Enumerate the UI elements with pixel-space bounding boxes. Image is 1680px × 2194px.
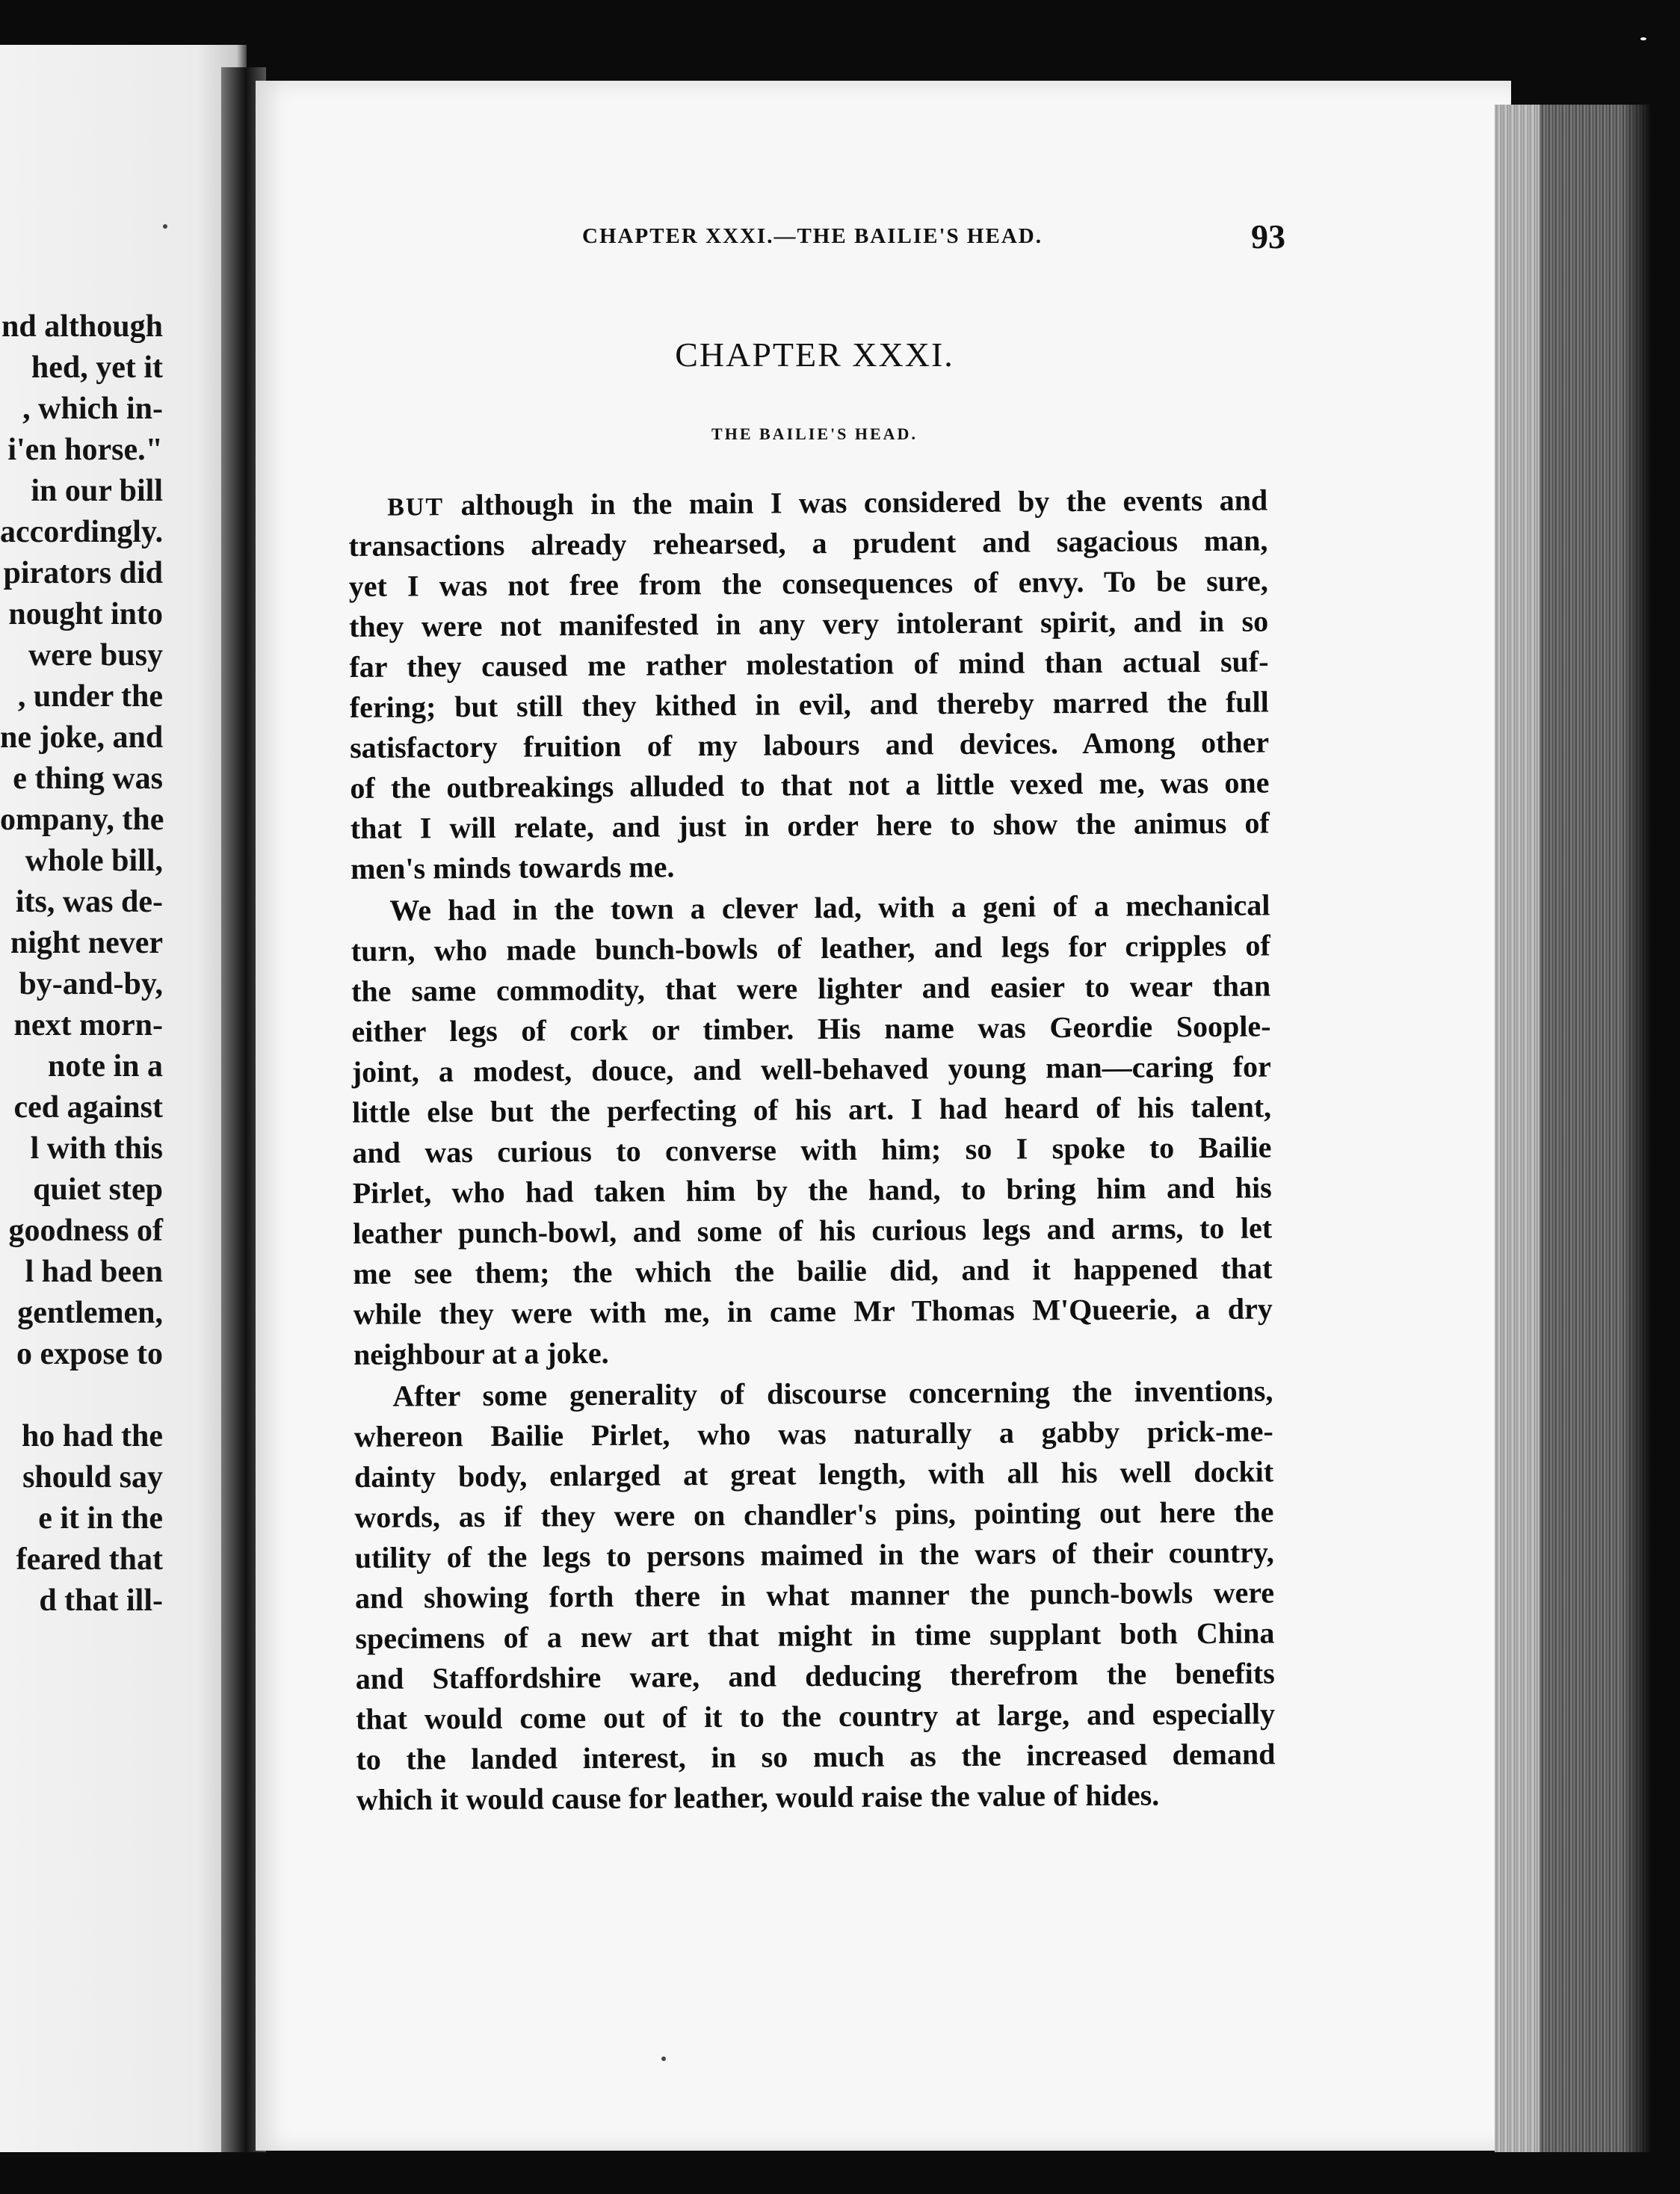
- text-line: the same commodity, that were lighter and easier to wear than: [350, 968, 1271, 1008]
- left-page-line: i'en horse.": [7, 433, 163, 467]
- chapter-body: [348, 480, 1276, 1821]
- text-line: We had in the town a clever lad, with a geni of a mechanical: [389, 888, 1270, 927]
- opening-small-caps: BUT: [387, 493, 445, 522]
- text-line: and was curious to converse with him; so I spoke to Bailie: [352, 1130, 1272, 1169]
- left-page-line: ompany, the: [0, 803, 164, 837]
- left-page-line: accordingly.: [0, 515, 164, 549]
- chapter-title: CHAPTER XXXI.: [675, 336, 954, 374]
- left-page-line: ne joke, and: [0, 720, 164, 755]
- left-page-line: ced against: [13, 1090, 163, 1125]
- left-page-line: goodness of: [8, 1214, 163, 1248]
- left-page-line: [0, 1375, 163, 1416]
- text-line: that would come out of it to the country at large, and especially: [355, 1696, 1276, 1736]
- paragraph: [353, 1371, 1276, 1820]
- text-line: me see them; the which the bailie did, and it happened that: [353, 1251, 1273, 1291]
- text-line: little else but the perfecting of his art. I had heard of his talent,: [351, 1090, 1272, 1129]
- text-line: Pirlet, who had taken him by the hand, to bring him and his: [352, 1170, 1272, 1210]
- text-line: leather punch-bowl, and some of his curious legs and arms, to let: [352, 1211, 1273, 1250]
- paragraph: [348, 480, 1270, 889]
- text-line: [348, 480, 1267, 526]
- speck-mark: [163, 224, 167, 229]
- running-head: CHAPTER XXXI.—THE BAILIE'S HEAD.: [582, 224, 1043, 248]
- text-line: neighbour at a joke.: [353, 1335, 609, 1371]
- text-line: and showing forth there in what manner the punch-bowls were: [354, 1575, 1275, 1615]
- speck-mark: [661, 2057, 666, 2061]
- left-page-line: by-and-by,: [19, 967, 163, 1001]
- text-line: satisfactory fruition of my labours and devices. Among other: [350, 725, 1270, 764]
- book-block-edge: [1540, 105, 1652, 2152]
- paragraph: [350, 885, 1273, 1375]
- left-page-line: nd although: [1, 309, 163, 344]
- left-page-line: , which in-: [22, 392, 163, 426]
- text-line: and Staffordshire ware, and deducing therefrom the benefits: [355, 1656, 1275, 1696]
- text-line: dainty body, enlarged at great length, with all his well dockit: [353, 1454, 1274, 1494]
- left-page-line: l had been: [25, 1255, 163, 1289]
- left-page-line: its, was de-: [15, 885, 163, 919]
- page-number: 93: [1251, 217, 1285, 256]
- text-line: men's minds towards me.: [350, 850, 675, 886]
- text-line: either legs of cork or timber. His name was Geordie Soople-: [351, 1009, 1271, 1048]
- left-page-line: , under the: [17, 679, 163, 714]
- left-page-line: o expose to: [16, 1337, 163, 1371]
- text-line: words, as if they were on chandler's pins, pointing out here the: [354, 1495, 1274, 1534]
- left-page-line: next morn-: [13, 1008, 163, 1042]
- text-line: they were not manifested in any very intolerant spirit, and in so: [349, 604, 1269, 643]
- left-page-line: e it in the: [38, 1501, 163, 1536]
- left-page-line: gentlemen,: [17, 1296, 163, 1330]
- text-line: utility of the legs to persons maimed in the wars of their country,: [354, 1535, 1274, 1575]
- left-page-line: l with this: [30, 1131, 163, 1166]
- text-line: specimens of a new art that might in time supplant both China: [355, 1616, 1275, 1655]
- left-page-line: nought into: [8, 597, 163, 631]
- left-page-text: [0, 306, 163, 1622]
- speck-mark: [1640, 37, 1646, 40]
- left-page-line: feared that: [16, 1542, 163, 1577]
- left-page-line: night never: [10, 926, 163, 960]
- text-line: that I will relate, and just in order here to show the animus of: [350, 806, 1270, 845]
- text-line: yet I was not free from the consequences of envy. To be sure,: [348, 563, 1268, 603]
- text-line-rest: although in the main I was considered by the events and: [443, 483, 1268, 522]
- left-page-line: were busy: [28, 638, 163, 673]
- left-page: [0, 45, 247, 2152]
- left-page-line: hed, yet it: [31, 350, 163, 385]
- left-page-line: should say: [22, 1460, 163, 1495]
- text-line: fering; but still they kithed in evil, and thereby marred the full: [349, 685, 1269, 724]
- text-line: to the landed interest, in so much as the increased demand: [356, 1737, 1276, 1776]
- text-line: turn, who made bunch-bowls of leather, and legs for cripples of: [350, 928, 1270, 968]
- left-page-line: pirators did: [3, 556, 163, 590]
- left-page-line: in our bill: [31, 474, 163, 508]
- left-page-line: e thing was: [13, 761, 163, 796]
- text-line: joint, a modest, douce, and well-behaved young man—caring for: [351, 1049, 1271, 1089]
- text-line: far they caused me rather molestation of mind than actual suf-: [349, 644, 1269, 684]
- text-line: transactions already rehearsed, a prudent and sagacious man,: [348, 523, 1268, 563]
- text-line: whereon Bailie Pirlet, who was naturally a gabby prick-me-: [353, 1414, 1273, 1453]
- chapter-subtitle: THE BAILIE'S HEAD.: [711, 424, 918, 443]
- left-page-line: d that ill-: [39, 1583, 163, 1618]
- left-page-line: note in a: [47, 1049, 163, 1084]
- text-line: while they were with me, in came Mr Thomas M'Queerie, a dry: [353, 1291, 1273, 1331]
- left-page-line: quiet step: [33, 1172, 163, 1207]
- text-line: which it would cause for leather, would raise the value of hides.: [356, 1778, 1160, 1817]
- text-line: of the outbreakings alluded to that not a little vexed me, was one: [350, 765, 1270, 805]
- left-page-line: ho had the: [21, 1419, 163, 1453]
- left-page-line: whole bill,: [25, 844, 163, 878]
- text-line: After some generality of discourse concerning the inventions,: [392, 1373, 1273, 1413]
